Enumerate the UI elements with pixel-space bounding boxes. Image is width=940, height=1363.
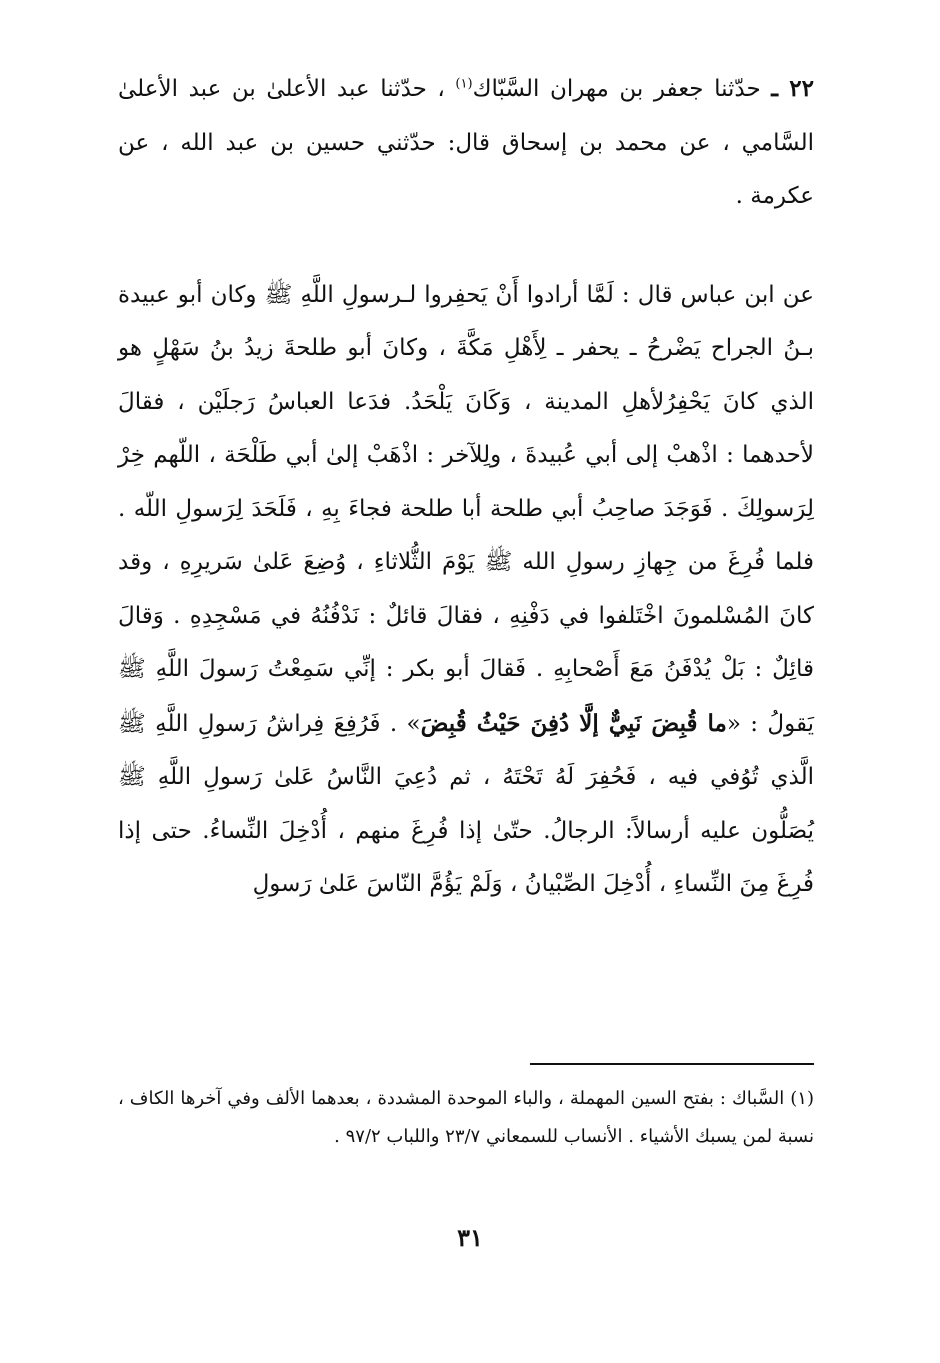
footnote-marker[interactable]: (١) <box>455 76 473 92</box>
isnad-paragraph <box>118 62 814 224</box>
hadith-number: ٢٢ ـ <box>771 75 814 102</box>
footnote-divider <box>530 1063 814 1065</box>
matn-paragraph <box>118 269 814 912</box>
prophetic-saying: ما قُبِضَ نَبِيٌّ إلَّا دُفِنَ حَيْثُ قُبِضَ <box>420 709 727 737</box>
matn-text-part1: عن ابن عباس قال : لَمَّا أرادوا أَنْ يَحفِروا لـرسولِ اللَّهِ ﷺ وكان أبو عبيدة بـنُ الجراح يَضْرحُ ـ يحفر ـ لِأَهْلِ مَكَّةَ ، وكانَ أبو طلحةَ زيدُ بنُ سَهْلٍ هو الذي كانَ يَحْفِرُلأهلِ المدينة ، وَكَانَ يَلْحَدُ. فدَعا العباسُ رَجلَيْن ، فقالَ لأحدهما : اذْهبْ إلى أبي عُبيدةَ ، ولِلآخر : اذْهَبْ إلىٰ أبي طَلْحَة ، اللّهم خِرْ لِرَسولِكَ . فَوَجَدَ صاحِبُ أبي طلحة أبا طلحة فجاءَ بِهِ ، فَلَحَدَ لِرَسولِ اللّه . فلما فُرِغَ من جِهازِ رسولِ الله ﷺ يَوْمَ الثُّلاثاءِ ، وُضِعَ عَلىٰ سَريرِهِ ، وقد كانَ المُسْلمونَ اخْتَلفوا في دَفْنِهِ ، فقالَ قائلٌ : نَدْفُنُهُ في مَسْجِدِهِ . وَقالَ قائِلٌ : بَلْ يُدْفَنُ مَعَ أَصْحابِهِ . فَقالَ أبو بكر : إنِّي سَمِعْتُ رَسولَ اللَّهِ ﷺ يَقولُ : « <box>118 281 815 737</box>
isnad-text-start: حدّثنا جعفر بن مهران السَّبّاك <box>472 76 761 102</box>
isnad-text-end: ، حدّثنا عبد الأعلىٰ بن عبد الأعلىٰ السَّامي ، عن محمد بن إسحاق قال: حدّثني حسين بن عبد الله ، عن عكرمة . <box>118 76 814 209</box>
page-number: ٣١ <box>457 1223 483 1252</box>
footnotes-section <box>118 1080 814 1156</box>
main-text <box>118 62 814 912</box>
matn-text-part2: » . فَرُفِعَ فِراشُ رَسولِ اللَّهِ ﷺ الَّذي تُوُفي فيه ، فَحُفِرَ لَهُ تَحْتَهُ ، ثم دُعِيَ النَّاسُ عَلىٰ رَسولِ اللَّهِ ﷺ يُصَلُّون عليه أرسالاً: الرجالُ. حتّىٰ إذا فُرِغَ منهم ، أُدْخِلَ النِّساءُ. حتى إذا فُرِغَ مِنَ النِّساءِ ، أُدْخِلَ الصِّبْيانُ ، وَلَمْ يَؤُمَّ النّاسَ عَلىٰ رَسولِ <box>118 710 814 897</box>
footnote-1: (١) السَّباك : بفتح السين المهملة ، والباء الموحدة المشددة ، بعدهما الألف وفي آخرها الكاف ، نسبة لمن يسبك الأشياء . الأنساب للسمعاني ٢٣/٧ واللباب ٩٧/٢ . <box>118 1088 814 1147</box>
